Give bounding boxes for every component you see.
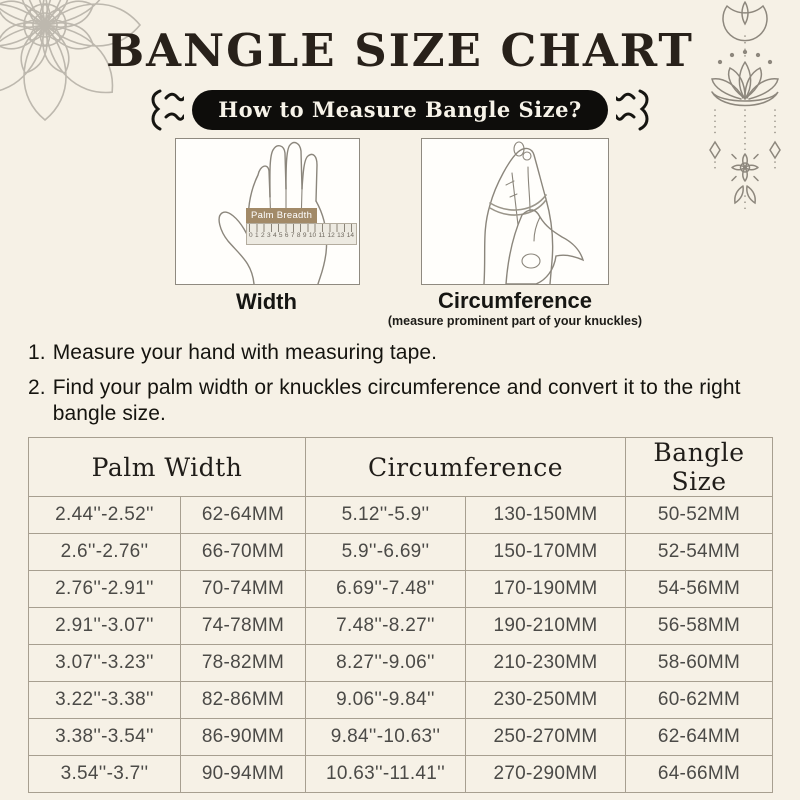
- table-cell: 2.6''-2.76'': [29, 534, 181, 571]
- table-cell: 56-58MM: [626, 608, 773, 645]
- table-cell: 9.06''-9.84'': [306, 682, 466, 719]
- header-palm-width: Palm Width: [29, 438, 306, 497]
- table-cell: 250-270MM: [466, 719, 626, 756]
- instruction-text: Measure your hand with measuring tape.: [52, 341, 438, 364]
- badge-row: [0, 86, 800, 134]
- ruler-number: 11: [318, 232, 326, 239]
- instruction-2: [28, 375, 762, 428]
- ruler-number: 4: [272, 232, 277, 239]
- size-table: [28, 437, 773, 793]
- table-cell: 70-74MM: [181, 571, 306, 608]
- table-cell: 3.22''-3.38'': [29, 682, 181, 719]
- table-cell: 74-78MM: [181, 608, 306, 645]
- ruler-number: 2: [260, 232, 265, 239]
- table-cell: 2.76''-2.91'': [29, 571, 181, 608]
- table-row: [29, 571, 773, 608]
- table-row: [29, 497, 773, 534]
- table-row: [29, 756, 773, 793]
- table-cell: 170-190MM: [466, 571, 626, 608]
- circumference-illustration: [421, 138, 609, 285]
- ruler-number: 12: [327, 232, 335, 239]
- table-cell: 90-94MM: [181, 756, 306, 793]
- palm-breadth-label: Palm Breadth: [246, 208, 317, 223]
- table-cell: 60-62MM: [626, 682, 773, 719]
- page-title: BANGLE SIZE CHART: [106, 24, 694, 77]
- ruler-number: 0: [249, 232, 253, 239]
- ruler-ticks: [249, 224, 354, 232]
- table-cell: 50-52MM: [626, 497, 773, 534]
- ruler-number: 1: [254, 232, 259, 239]
- instructions: [28, 340, 762, 436]
- hand-circumference-icon: [422, 139, 608, 284]
- table-row: [29, 719, 773, 756]
- ruler-number: 6: [284, 232, 289, 239]
- ruler-number: 9: [302, 232, 307, 239]
- table-body: [29, 497, 773, 793]
- table-cell: 6.69''-7.48'': [306, 571, 466, 608]
- ruler-number: 5: [278, 232, 283, 239]
- instruction-1: [28, 340, 762, 367]
- table-cell: 54-56MM: [626, 571, 773, 608]
- flourish-left-icon: [144, 86, 184, 134]
- table-cell: 190-210MM: [466, 608, 626, 645]
- table-cell: 5.12''-5.9'': [306, 497, 466, 534]
- table-cell: 8.27''-9.06'': [306, 645, 466, 682]
- circumference-caption: [365, 289, 665, 328]
- ruler-number: 8: [296, 232, 301, 239]
- table-cell: 3.38''-3.54'': [29, 719, 181, 756]
- table-cell: 82-86MM: [181, 682, 306, 719]
- table-cell: 10.63''-11.41'': [306, 756, 466, 793]
- width-caption: Width: [236, 289, 297, 314]
- table-cell: 66-70MM: [181, 534, 306, 571]
- table-header-row: [29, 438, 773, 497]
- width-illustration: [175, 138, 360, 285]
- header-circumference: Circumference: [306, 438, 626, 497]
- instruction-number: 1.: [28, 341, 46, 364]
- table-cell: 78-82MM: [181, 645, 306, 682]
- circumference-caption-note: (measure prominent part of your knuckles): [387, 314, 643, 329]
- table-cell: 64-66MM: [626, 756, 773, 793]
- ruler: [246, 223, 357, 245]
- table-cell: 230-250MM: [466, 682, 626, 719]
- ruler-number: 13: [337, 232, 345, 239]
- table-cell: 2.44''-2.52'': [29, 497, 181, 534]
- instruction-text: Find your palm width or knuckles circumference and convert it to the right bangle size.: [52, 375, 741, 426]
- table-cell: 62-64MM: [181, 497, 306, 534]
- header-bangle-size: Bangle Size: [626, 438, 773, 497]
- table-row: [29, 682, 773, 719]
- table-cell: 5.9''-6.69'': [306, 534, 466, 571]
- table-row: [29, 645, 773, 682]
- circumference-caption-title: Circumference: [437, 288, 593, 313]
- ruler-number: 14: [346, 232, 354, 239]
- table-cell: 52-54MM: [626, 534, 773, 571]
- how-to-measure-badge: How to Measure Bangle Size?: [192, 90, 608, 130]
- table-cell: 270-290MM: [466, 756, 626, 793]
- table-cell: 9.84''-10.63'': [306, 719, 466, 756]
- instruction-number: 2.: [28, 375, 46, 399]
- table-cell: 62-64MM: [626, 719, 773, 756]
- table-cell: 210-230MM: [466, 645, 626, 682]
- table-cell: 3.07''-3.23'': [29, 645, 181, 682]
- table-cell: 150-170MM: [466, 534, 626, 571]
- ruler-numbers: [247, 232, 356, 240]
- table-cell: 3.54''-3.7'': [29, 756, 181, 793]
- ruler-number: 3: [266, 232, 271, 239]
- table-row: [29, 608, 773, 645]
- table-row: [29, 534, 773, 571]
- ruler-number: 7: [290, 232, 295, 239]
- table-cell: 2.91''-3.07'': [29, 608, 181, 645]
- table-cell: 86-90MM: [181, 719, 306, 756]
- table-cell: 58-60MM: [626, 645, 773, 682]
- ruler-number: 10: [308, 232, 317, 239]
- flourish-right-icon: [616, 86, 656, 134]
- table-cell: 7.48''-8.27'': [306, 608, 466, 645]
- table-cell: 130-150MM: [466, 497, 626, 534]
